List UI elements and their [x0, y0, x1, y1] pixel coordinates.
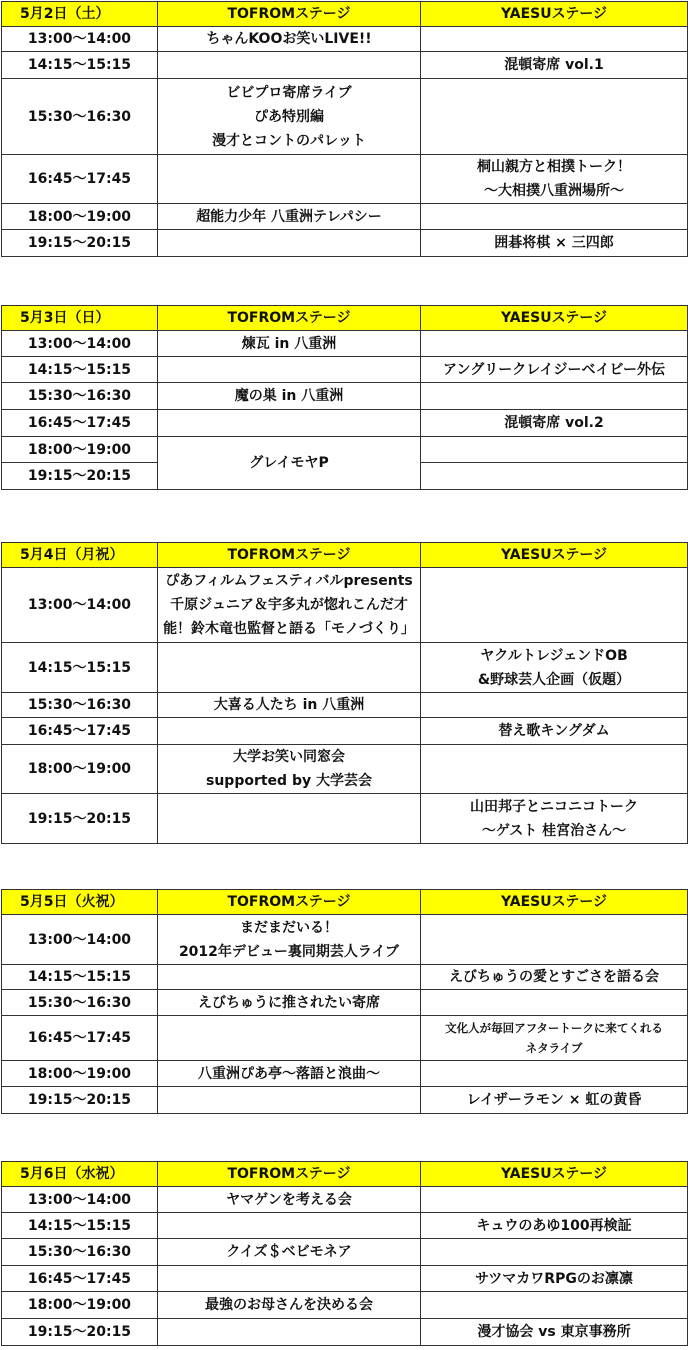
time-cell: 14:15〜15:15 — [2, 52, 158, 79]
table-row — [2, 357, 688, 383]
tofrom-cell — [158, 437, 421, 490]
time-cell: 19:15〜20:15 — [2, 463, 158, 490]
event-title: &野球芸人企画（仮題） — [477, 671, 631, 688]
event-title: 文化人が毎回アフタートークに来てくれる — [445, 1021, 663, 1035]
table-row — [2, 718, 688, 745]
event-title: 超能力少年 八重洲テレパシー — [196, 208, 382, 225]
table-row — [2, 693, 688, 718]
event-title: えびちゅうに推されたい寄席 — [198, 994, 380, 1011]
event-title: 千原ジュニア＆宇多丸が惚れこんだ才 — [170, 597, 408, 613]
time-cell: 18:00〜19:00 — [2, 1061, 158, 1087]
tofrom-cell — [158, 52, 421, 79]
yaesu-cell — [421, 1213, 688, 1239]
tofrom-cell — [158, 794, 421, 844]
day-table — [0, 1, 688, 257]
yaesu-cell — [421, 383, 688, 410]
tofrom-cell — [158, 1292, 421, 1319]
table-row — [2, 1292, 688, 1319]
yaesu-cell — [421, 718, 688, 745]
table-row — [2, 568, 688, 643]
yaesu-cell — [421, 990, 688, 1016]
time-cell: 14:15〜15:15 — [2, 1213, 158, 1239]
time-cell: 19:15〜20:15 — [2, 1087, 158, 1114]
time-cell: 18:00〜19:00 — [2, 204, 158, 230]
time-cell: 15:30〜16:30 — [2, 383, 158, 410]
event-title: ヤクルトレジェンドOB — [480, 647, 628, 664]
event-title: ヤマゲンを考える会 — [226, 1191, 352, 1208]
yaesu-cell — [421, 52, 688, 79]
yaesu-cell — [421, 693, 688, 718]
time-cell: 16:45〜17:45 — [2, 1016, 158, 1061]
table-row — [2, 230, 688, 257]
yaesu-cell — [421, 1016, 688, 1061]
tofrom-cell — [158, 1061, 421, 1087]
header-row — [2, 543, 688, 568]
header-row — [2, 306, 688, 331]
yaesu-cell — [421, 230, 688, 257]
tofrom-cell — [158, 1087, 421, 1114]
yaesu-cell — [421, 965, 688, 990]
table-row — [2, 990, 688, 1016]
event-title: 替え歌キングダム — [498, 723, 610, 739]
day-label: 5月5日（火祝） — [2, 890, 158, 915]
time-cell: 16:45〜17:45 — [2, 718, 158, 745]
event-title: 〜ゲスト 桂宮治さん〜 — [481, 822, 627, 839]
table-row — [2, 1213, 688, 1239]
event-title: 煉瓦 in 八重洲 — [241, 335, 337, 352]
event-title: supported by 大学芸会 — [206, 773, 372, 789]
yaesu-cell — [421, 27, 688, 52]
tofrom-cell — [158, 568, 421, 643]
event-title: 2012年デビュー裏同期芸人ライブ — [178, 943, 400, 960]
event-title: 大学お笑い同窓会 — [233, 749, 345, 765]
day-table — [0, 305, 688, 490]
tofrom-cell — [158, 745, 421, 794]
event-title: えびちゅうの愛とすごさを語る会 — [449, 969, 659, 985]
yaesu-cell — [421, 463, 688, 490]
yaesu-cell — [421, 1239, 688, 1266]
time-cell: 18:00〜19:00 — [2, 745, 158, 794]
event-title: クイズ＄ベビモネア — [226, 1244, 352, 1260]
tofrom-stage-header: TOFROMステージ — [158, 2, 421, 27]
event-title: ビビプロ寄席ライブ — [226, 84, 352, 101]
tofrom-cell — [158, 230, 421, 257]
event-title: 八重洲ぴあ亭〜落語と浪曲〜 — [198, 1065, 380, 1082]
tofrom-cell — [158, 693, 421, 718]
event-title: 魔の巣 in 八重洲 — [234, 388, 344, 404]
time-cell: 19:15〜20:15 — [2, 794, 158, 844]
tofrom-cell — [158, 1016, 421, 1061]
table-row — [2, 643, 688, 693]
day-label: 5月4日（月祝） — [2, 543, 158, 568]
table-row — [2, 1087, 688, 1114]
day-label: 5月3日（日） — [2, 306, 158, 331]
tofrom-cell — [158, 1187, 421, 1213]
time-cell: 16:45〜17:45 — [2, 1266, 158, 1292]
time-cell: 19:15〜20:15 — [2, 230, 158, 257]
yaesu-stage-header: YAESUステージ — [421, 543, 688, 568]
event-title: ネタライブ — [525, 1041, 583, 1055]
event-title: ぴあフィルムフェスティバルpresents — [165, 573, 413, 589]
time-cell: 15:30〜16:30 — [2, 990, 158, 1016]
time-cell: 13:00〜14:00 — [2, 27, 158, 52]
event-title: レイザーラモン × 虹の黄昏 — [466, 1092, 642, 1108]
yaesu-stage-header: YAESUステージ — [421, 2, 688, 27]
yaesu-cell — [421, 1061, 688, 1087]
header-row — [2, 2, 688, 27]
event-title: 山田邦子とニコニコトーク — [470, 798, 638, 815]
tofrom-stage-header: TOFROMステージ — [158, 543, 421, 568]
time-cell: 13:00〜14:00 — [2, 915, 158, 965]
day-table — [0, 1161, 688, 1346]
tofrom-cell — [158, 990, 421, 1016]
tofrom-cell — [158, 383, 421, 410]
yaesu-cell — [421, 155, 688, 204]
table-row — [2, 1239, 688, 1266]
yaesu-cell — [421, 357, 688, 383]
time-cell: 14:15〜15:15 — [2, 965, 158, 990]
tofrom-cell — [158, 27, 421, 52]
table-row — [2, 155, 688, 204]
table-row — [2, 331, 688, 357]
tofrom-cell — [158, 643, 421, 693]
day-label: 5月6日（水祝） — [2, 1162, 158, 1187]
yaesu-cell — [421, 331, 688, 357]
yaesu-cell — [421, 915, 688, 965]
day-label: 5月2日（土） — [2, 2, 158, 27]
header-row — [2, 890, 688, 915]
yaesu-stage-header: YAESUステージ — [421, 890, 688, 915]
table-row — [2, 915, 688, 965]
tofrom-cell — [158, 155, 421, 204]
event-title: アングリークレイジーベイビー外伝 — [443, 361, 665, 378]
event-title: ちゃんKOOお笑いLIVE!! — [206, 31, 372, 47]
event-title: 桐山親方と相撲トーク！ — [477, 159, 631, 175]
yaesu-cell — [421, 410, 688, 437]
yaesu-cell — [421, 1266, 688, 1292]
table-row — [2, 1061, 688, 1087]
event-title: グレイモヤP — [249, 455, 329, 471]
table-row — [2, 745, 688, 794]
header-row — [2, 1162, 688, 1187]
table-row — [2, 794, 688, 844]
tofrom-cell — [158, 204, 421, 230]
table-row — [2, 79, 688, 155]
time-cell: 14:15〜15:15 — [2, 643, 158, 693]
yaesu-cell — [421, 568, 688, 643]
table-row — [2, 410, 688, 437]
tofrom-cell — [158, 718, 421, 745]
tofrom-cell — [158, 331, 421, 357]
day-table — [0, 889, 688, 1114]
tofrom-cell — [158, 79, 421, 155]
time-cell: 19:15〜20:15 — [2, 1319, 158, 1346]
table-row — [2, 52, 688, 79]
event-title: 大喜る人たち in 八重洲 — [213, 697, 365, 713]
table-row — [2, 965, 688, 990]
time-cell: 18:00〜19:00 — [2, 1292, 158, 1319]
time-cell: 13:00〜14:00 — [2, 568, 158, 643]
event-title: 最強のお母さんを決める会 — [205, 1297, 373, 1313]
table-row — [2, 1187, 688, 1213]
table-row — [2, 1016, 688, 1061]
yaesu-cell — [421, 1319, 688, 1346]
event-title: 漫才協会 vs 東京事務所 — [477, 1324, 631, 1340]
time-cell: 13:00〜14:00 — [2, 1187, 158, 1213]
event-title: 混頓寄席 vol.1 — [504, 57, 604, 73]
yaesu-stage-header: YAESUステージ — [421, 1162, 688, 1187]
table-row — [2, 27, 688, 52]
event-title: 能！鈴木竜也監督と語る「モノづくり」 — [163, 621, 415, 637]
yaesu-cell — [421, 79, 688, 155]
table-row — [2, 1319, 688, 1346]
time-cell: 15:30〜16:30 — [2, 1239, 158, 1266]
tofrom-stage-header: TOFROMステージ — [158, 1162, 421, 1187]
time-cell: 14:15〜15:15 — [2, 357, 158, 383]
tofrom-cell — [158, 410, 421, 437]
tofrom-cell — [158, 1319, 421, 1346]
tofrom-stage-header: TOFROMステージ — [158, 890, 421, 915]
tofrom-stage-header: TOFROMステージ — [158, 306, 421, 331]
time-cell: 16:45〜17:45 — [2, 410, 158, 437]
tofrom-cell — [158, 1266, 421, 1292]
event-title: 混頓寄席 vol.2 — [504, 415, 604, 431]
tofrom-cell — [158, 915, 421, 965]
yaesu-cell — [421, 745, 688, 794]
time-cell: 15:30〜16:30 — [2, 693, 158, 718]
event-title: 漫才とコントのパレット — [212, 132, 366, 149]
time-cell: 15:30〜16:30 — [2, 79, 158, 155]
yaesu-cell — [421, 643, 688, 693]
time-cell: 16:45〜17:45 — [2, 155, 158, 204]
event-title: まだまだいる！ — [240, 919, 338, 936]
yaesu-cell — [421, 204, 688, 230]
time-cell: 18:00〜19:00 — [2, 437, 158, 463]
event-title: 囲碁将棋 × 三四郎 — [494, 235, 614, 251]
table-row — [2, 383, 688, 410]
yaesu-cell — [421, 1187, 688, 1213]
table-row — [2, 437, 688, 463]
day-table — [0, 542, 688, 844]
yaesu-cell — [421, 437, 688, 463]
table-row — [2, 1266, 688, 1292]
yaesu-stage-header: YAESUステージ — [421, 306, 688, 331]
yaesu-cell — [421, 1292, 688, 1319]
yaesu-cell — [421, 794, 688, 844]
tofrom-cell — [158, 965, 421, 990]
event-title: キュウのあゆ100再検証 — [476, 1217, 632, 1234]
tofrom-cell — [158, 1213, 421, 1239]
table-row — [2, 204, 688, 230]
time-cell: 13:00〜14:00 — [2, 331, 158, 357]
event-title: ぴあ特別編 — [254, 108, 324, 125]
tofrom-cell — [158, 1239, 421, 1266]
event-title: 〜大相撲八重洲場所〜 — [484, 183, 624, 199]
event-title: サツマカワRPGのお凛凛 — [475, 1270, 633, 1287]
yaesu-cell — [421, 1087, 688, 1114]
tofrom-cell — [158, 357, 421, 383]
